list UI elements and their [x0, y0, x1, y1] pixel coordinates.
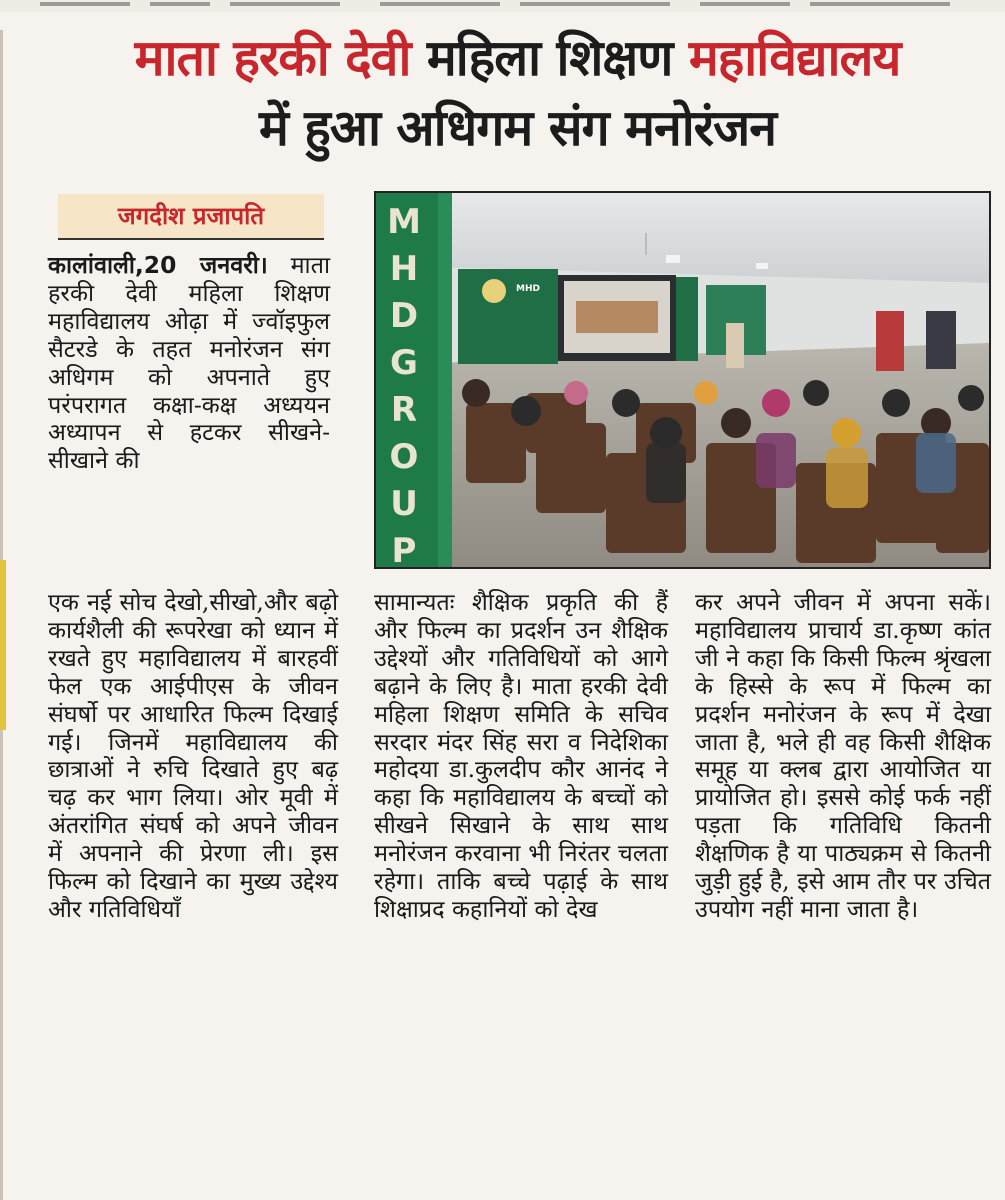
headline-red-b: महाविद्यालय	[688, 29, 901, 87]
headline-line-2: में हुआ अधिगम संग मनोरंजन	[259, 99, 776, 157]
banner-letter: U	[390, 484, 418, 524]
banner-letter: G	[390, 343, 418, 383]
article-text: एक नई सोच देखो,सीखो,और बढ़ो कार्यशैली की रूपरेखा को ध्यान में रखते हुए महाविद्यालय में बारहवीं फेल एक आईपीएस के जीवन संघर्षो पर आधारित फिल्म दिखाई गई। जिनमें महाविद्यालय की छात्राओं ने रुचि दिखाते हुए बढ़ चढ़ कर भाग लिया। ओर मूवी में अंतरांगित संघर्ष को अपने जीवन में अपनाने की प्रेरणा ली। इस फिल्म को दिखाने का मुख्य उद्देश्य और गतिविधियाँ	[48, 588, 338, 923]
dateline: कालांवाली,20 जनवरी।	[48, 251, 268, 279]
headline	[40, 24, 995, 164]
headline-dark: महिला शिक्षण	[426, 29, 673, 87]
article-column-1-top	[48, 252, 330, 475]
banner-letter: D	[389, 296, 419, 336]
banner-letter: H	[389, 249, 419, 289]
byline: जगदीश प्रजापति	[58, 194, 324, 240]
event-photo	[374, 191, 991, 569]
article-column-3	[695, 589, 991, 924]
article-text: माता हरकी देवी महिला शिक्षण महाविद्यालय ओढ़ा में ज्वॉइफुल सैटरडे के तहत मनोरंजन संग अधिगम को अपनाते हुए परंपरागत कक्षा-कक्ष अध्ययन अध्यापन से हटकर सीखने-सीखाने की	[48, 251, 330, 475]
wall-sign: MHD	[516, 284, 540, 294]
article-column-2	[374, 589, 668, 924]
headline-red-a: माता हरकी देवी	[134, 29, 411, 87]
banner-letter: P	[391, 531, 417, 567]
banner-letter: O	[389, 437, 419, 477]
previous-article-strip	[0, 0, 1005, 12]
banner-letter: M	[387, 202, 421, 242]
article-column-1-bottom	[48, 589, 338, 924]
adjacent-ad-edge	[0, 560, 6, 730]
article-text: कर अपने जीवन में अपना सकें। महाविद्यालय प्राचार्य डा.कृष्ण कांत जी ने कहा कि किसी फिल्म श्रृंखला के हिस्से के रूप में फिल्म का प्रदर्शन मनोरंजन के रूप में देखा जाता है, भले ही वह किसी शैक्षिक समूह या क्लब द्वारा आयोजित या प्रायोजित हो। इससे कोई फर्क नहीं पड़ता कि गतिविधि कितनी शैक्षणिक है या पाठ्यक्रम से कितनी जुड़ी हुई है, इसे आम तौर पर उचित उपयोग नहीं माना जाता है।	[695, 588, 991, 923]
article-text: सामान्यतः शैक्षिक प्रकृति की हैं और फिल्म का प्रदर्शन उन शैक्षिक उद्देश्यों और गतिविधियों को आगे बढ़ाने के लिए है। माता हरकी देवी महिला शिक्षण समिति के सचिव सरदार मंदर सिंह सरा व निदेशिका महोदया डा.कुलदीप कौर आनंद ने कहा कि महाविद्यालय के बच्चों को सीखने सिखाने के साथ साथ मनोरंजन करवाना भी निरंतर चलता रहेगा। ताकि बच्चे पढ़ाई के साथ शिक्षाप्रद कहानियों को देख	[374, 588, 668, 923]
banner-letter: R	[390, 390, 418, 430]
